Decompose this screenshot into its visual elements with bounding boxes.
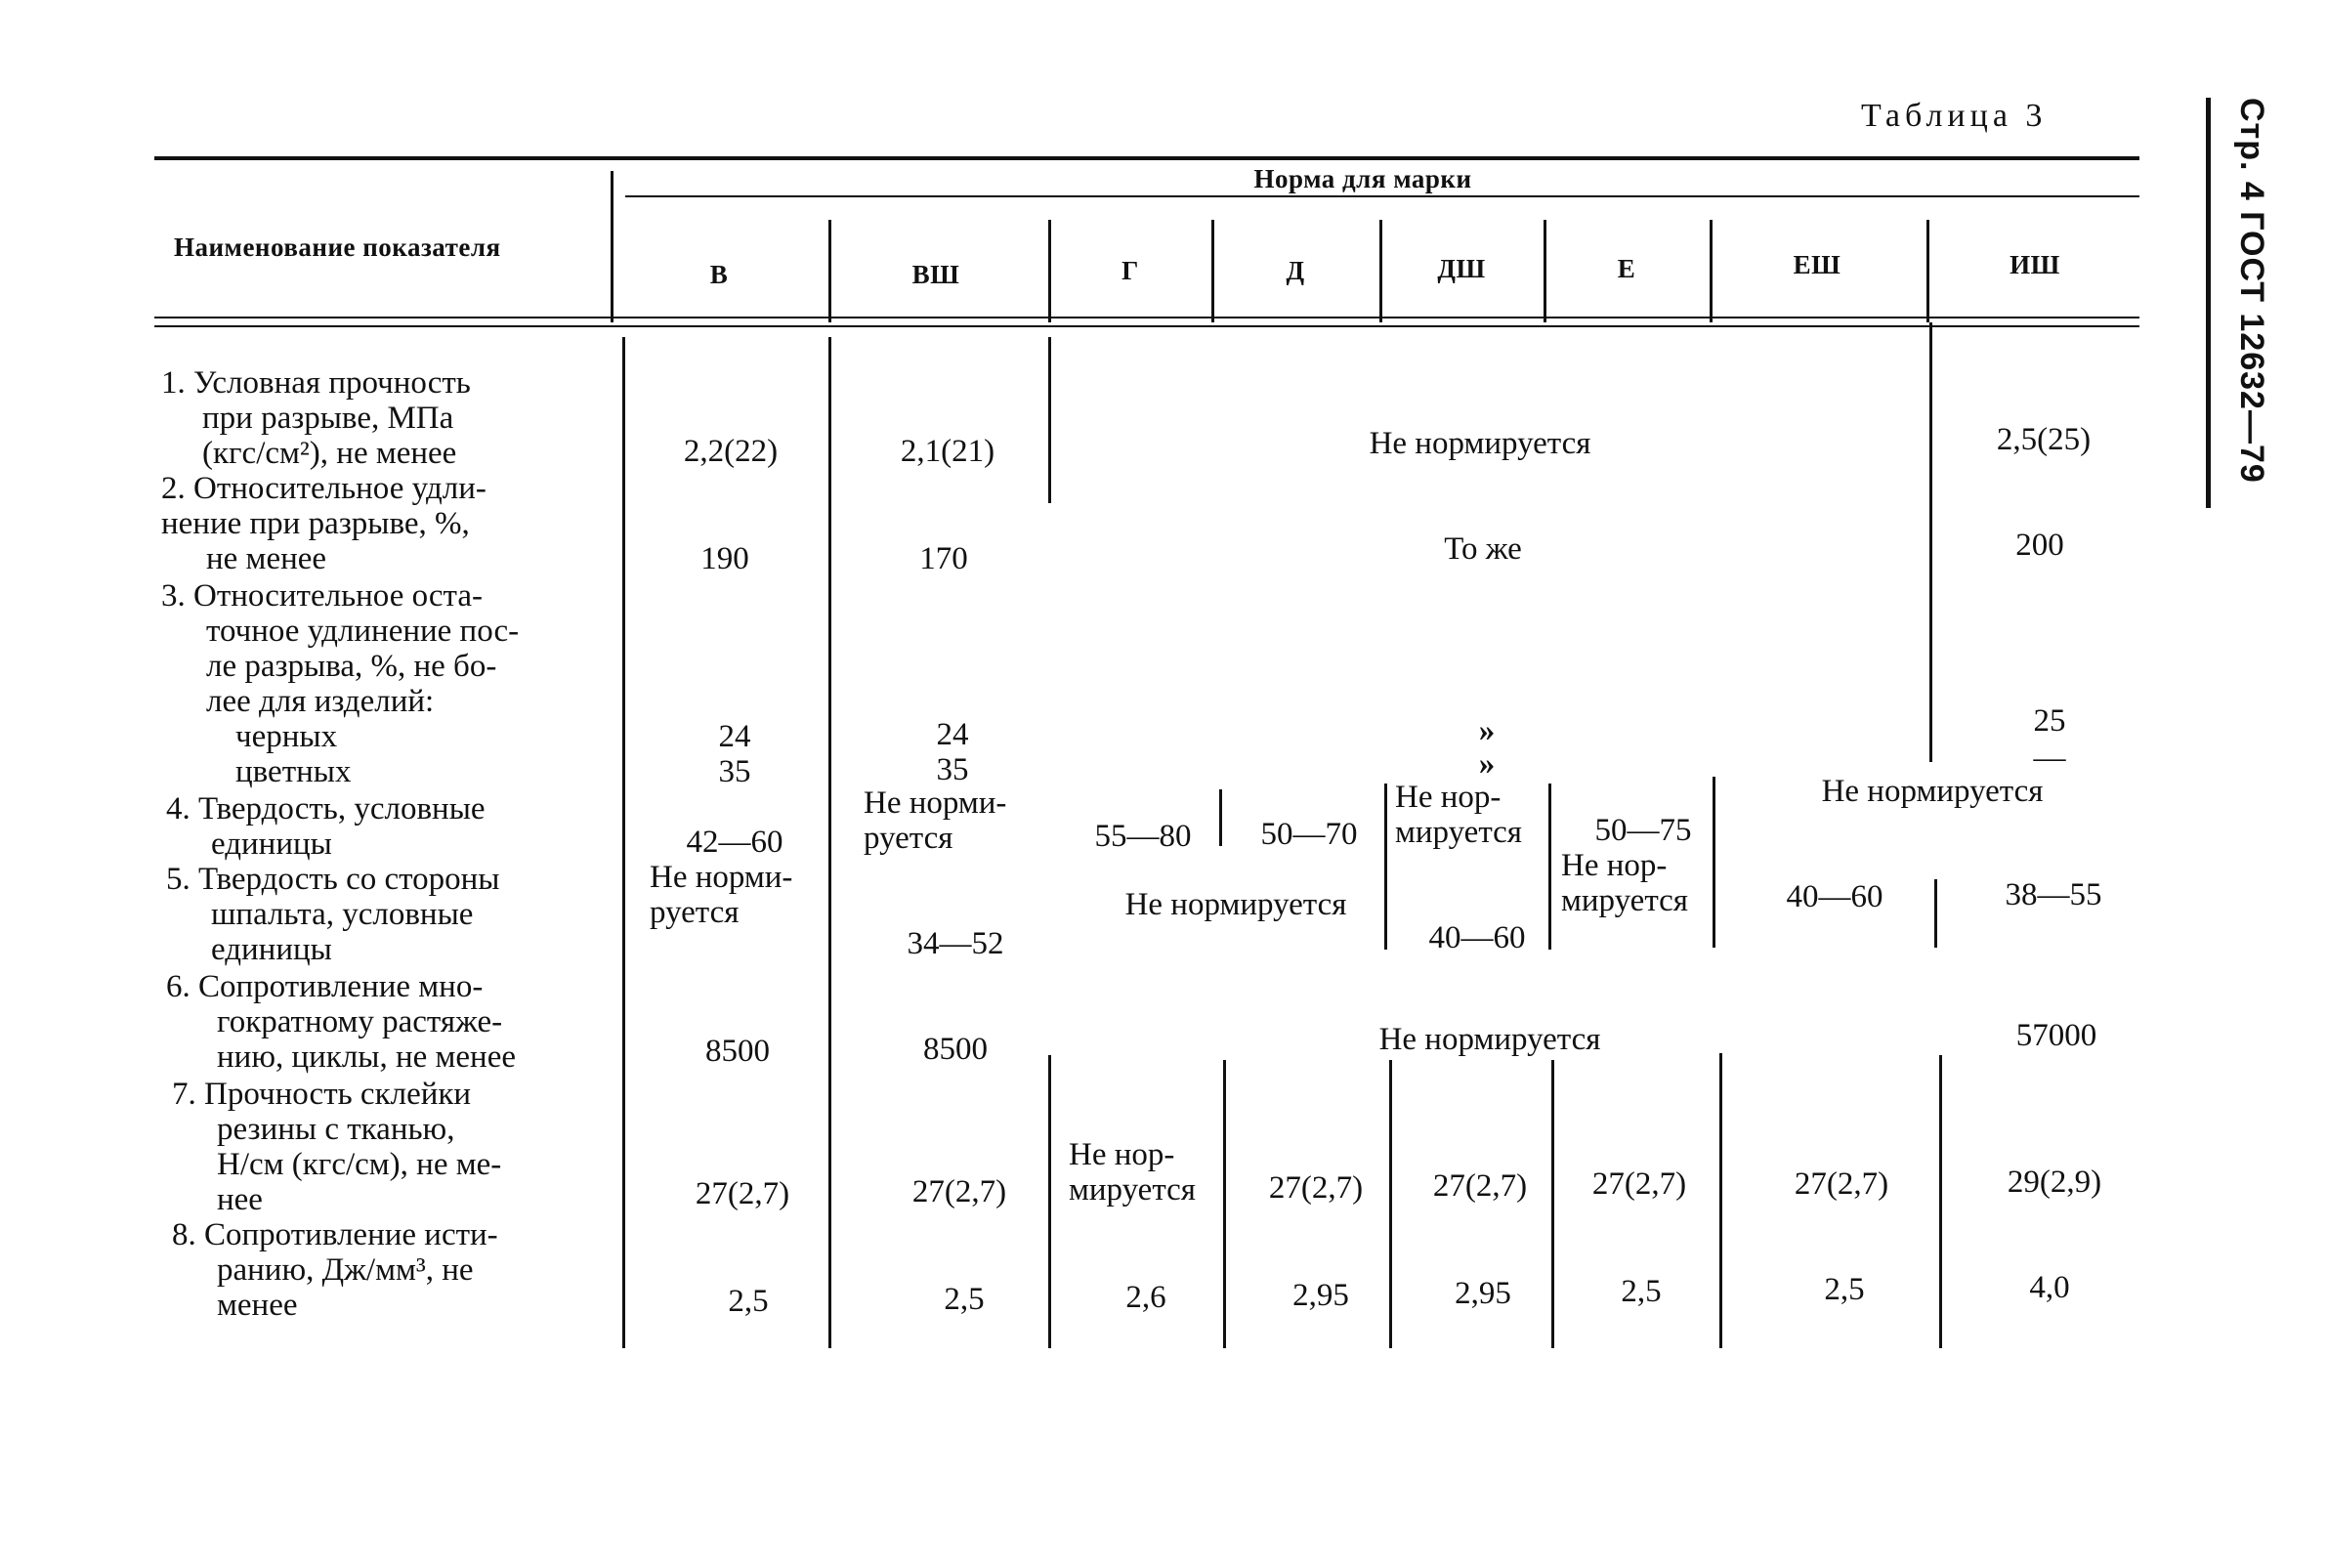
header-divider-dsh-e [1544, 220, 1546, 322]
r5-g-d: Не нормируется [1124, 887, 1347, 922]
r5-esh: 40—60 [1786, 879, 1883, 914]
row5-name [166, 862, 499, 967]
body-divider-v-vsh [828, 337, 831, 1348]
r6-mid: Не нормируется [1378, 1022, 1601, 1057]
mark-g: Г [1121, 256, 1139, 285]
row1-name [161, 365, 581, 471]
row5-name-line2: шпальта, условные [211, 897, 474, 932]
r4-d: 50—70 [1260, 817, 1358, 852]
row7-name-line1: 7. Прочность склейки [172, 1077, 472, 1112]
mark-e: Е [1617, 254, 1636, 283]
body-divider-dsh-e-r4r5 [1548, 784, 1551, 950]
indicator-header: Наименование показателя [174, 233, 501, 262]
r1-ish: 2,5(25) [1996, 422, 2092, 457]
r7-vsh: 27(2,7) [911, 1174, 1007, 1209]
r2-mid: То же [1444, 531, 1522, 567]
r4-e: 50—75 [1594, 813, 1692, 848]
row2-name-line2: нение при разрыве, %, [161, 506, 470, 541]
header-divider-vsh-g [1048, 220, 1051, 322]
page-side-header: Стр. 4 ГОСТ 12632—79 [2233, 98, 2270, 484]
r8-ish: 4,0 [2029, 1270, 2070, 1305]
r8-v: 2,5 [728, 1284, 769, 1319]
row3-name-line4: лее для изделий: [206, 684, 435, 719]
r2-v: 190 [700, 541, 749, 576]
r8-dsh: 2,95 [1455, 1276, 1511, 1311]
header-divider-v-vsh [828, 220, 831, 322]
r3-ish-color: — [2033, 741, 2066, 776]
norm-header: Норма для марки [1253, 164, 1472, 193]
row6-name-line3: нию, циклы, не менее [217, 1039, 517, 1075]
row6-name-line2: гократному растяже- [217, 1004, 503, 1039]
norm-rule [625, 195, 2139, 197]
row5-name-line1: 5. Твердость со стороны [166, 862, 500, 897]
row1-name-line2: при разрыве, МПа [202, 401, 454, 436]
r4-esh-ish: Не нормируется [1821, 774, 2044, 809]
r2-vsh: 170 [919, 541, 968, 576]
mark-esh: ЕШ [1793, 250, 1841, 279]
side-rule [2206, 98, 2211, 508]
r6-vsh: 8500 [923, 1032, 988, 1067]
r4-g: 55—80 [1094, 819, 1192, 854]
row8-name-line2: ранию, Дж/мм³, не [217, 1252, 474, 1288]
row3-name-line3: ле разрыва, %, не бо- [206, 649, 497, 684]
body-divider-d-dsh-lower [1389, 1060, 1392, 1348]
header-divider-g-d [1211, 220, 1214, 322]
header-divider-indicator [611, 171, 613, 322]
r4-vsh-line2: руется [864, 821, 953, 856]
r5-v-line1: Не норми- [650, 860, 793, 895]
r7-esh: 27(2,7) [1794, 1166, 1889, 1202]
body-divider-esh-ish-lower [1939, 1055, 1942, 1348]
mark-dsh: ДШ [1437, 254, 1486, 283]
row3-name [161, 578, 519, 789]
r3-v-black: 24 [718, 719, 751, 754]
row6-name-line1: 6. Сопротивление мно- [166, 969, 484, 1004]
r1-mid: Не нормируется [1369, 426, 1591, 461]
r1-v: 2,2(22) [683, 434, 779, 469]
r7-ish: 29(2,9) [2007, 1165, 2102, 1200]
row2-name [161, 471, 487, 576]
header-rule-2 [154, 325, 2139, 327]
r3-ish-black: 25 [2033, 703, 2066, 739]
r7-g-line1: Не нор- [1069, 1137, 1175, 1172]
row3-name-line1: 3. Относительное оста- [161, 578, 484, 614]
mark-v: В [709, 260, 729, 289]
header-divider-esh-ish [1926, 220, 1929, 322]
row8-name-line1: 8. Сопротивление исти- [172, 1217, 498, 1252]
r4-dsh-line2: мируется [1395, 815, 1522, 850]
row5-name-line3: единицы [211, 932, 332, 967]
r8-g: 2,6 [1125, 1280, 1166, 1315]
row8-name [172, 1217, 498, 1323]
mark-ish: ИШ [2010, 250, 2060, 279]
r5-e-line2: мируется [1561, 883, 1688, 918]
r7-d: 27(2,7) [1268, 1170, 1364, 1206]
r5-v-line2: руется [650, 895, 740, 930]
r1-vsh: 2,1(21) [900, 434, 995, 469]
body-divider-vsh-g-upper [1048, 337, 1051, 503]
r8-d: 2,95 [1292, 1278, 1349, 1313]
top-rule [154, 156, 2139, 160]
r5-dsh: 40—60 [1428, 920, 1526, 955]
row7-name [172, 1077, 501, 1217]
body-divider-e-esh-r4r5 [1713, 777, 1715, 948]
body-divider-esh-ish-r5 [1934, 879, 1937, 948]
row3-label-color: цветных [235, 754, 352, 789]
body-divider-d-dsh-r4r5 [1384, 784, 1387, 950]
r7-v: 27(2,7) [695, 1176, 790, 1211]
r6-ish: 57000 [2015, 1018, 2097, 1053]
row2-name-line3: не менее [206, 541, 327, 576]
row1-name-line3: (кгс/см²), не менее [202, 436, 457, 471]
r8-e: 2,5 [1621, 1274, 1662, 1309]
r3-ditto-black: » [1478, 713, 1496, 748]
r8-vsh: 2,5 [944, 1282, 985, 1317]
row7-name-line3: Н/см (кгс/см), не ме- [217, 1147, 502, 1182]
row4-name-line2: единицы [211, 826, 332, 862]
body-divider-esh-ish-upper [1929, 322, 1932, 762]
body-divider-e-esh-lower [1719, 1053, 1722, 1348]
row3-label-black: черных [235, 719, 338, 754]
row3-name-line2: точное удлинение пос- [206, 614, 520, 649]
mark-d: Д [1286, 256, 1305, 285]
row1-name-line1: 1. Условная прочность [161, 365, 471, 401]
row8-name-line3: менее [217, 1288, 298, 1323]
r7-dsh: 27(2,7) [1432, 1168, 1528, 1204]
row7-name-line2: резины с тканью, [217, 1112, 455, 1147]
body-divider-dsh-e-lower [1551, 1060, 1554, 1348]
table-label: Таблица 3 [1861, 98, 2048, 134]
row2-name-line1: 2. Относительное удли- [161, 471, 487, 506]
header-rule-1 [154, 317, 2139, 318]
r3-v-color: 35 [718, 754, 751, 789]
body-divider-g-d-lower [1223, 1060, 1226, 1348]
body-divider-vsh-g-lower [1048, 1055, 1051, 1348]
r6-v: 8500 [705, 1034, 770, 1069]
row4-name [166, 791, 486, 862]
header-divider-d-dsh [1379, 220, 1382, 322]
mark-vsh: ВШ [911, 260, 960, 289]
r5-vsh: 34—52 [907, 926, 1004, 961]
r3-ditto-color: » [1478, 746, 1496, 782]
r4-vsh-line1: Не норми- [864, 785, 1007, 821]
r2-ish: 200 [2015, 528, 2064, 563]
header-divider-e-esh [1710, 220, 1713, 322]
r5-ish: 38—55 [2005, 877, 2102, 912]
r7-e: 27(2,7) [1591, 1166, 1687, 1202]
r7-g-line2: мируется [1069, 1172, 1196, 1208]
r3-vsh-black: 24 [936, 717, 969, 752]
row4-name-line1: 4. Твердость, условные [166, 791, 486, 826]
r8-esh: 2,5 [1824, 1272, 1865, 1307]
body-divider-indicator [622, 337, 625, 1348]
r4-dsh-line1: Не нор- [1395, 780, 1502, 815]
row6-name [166, 969, 516, 1075]
r3-vsh-color: 35 [936, 752, 969, 787]
r4-v: 42—60 [686, 825, 783, 860]
row7-name-line4: нее [217, 1182, 263, 1217]
r5-e-line1: Не нор- [1561, 848, 1668, 883]
body-divider-g-d-r4 [1219, 789, 1222, 846]
